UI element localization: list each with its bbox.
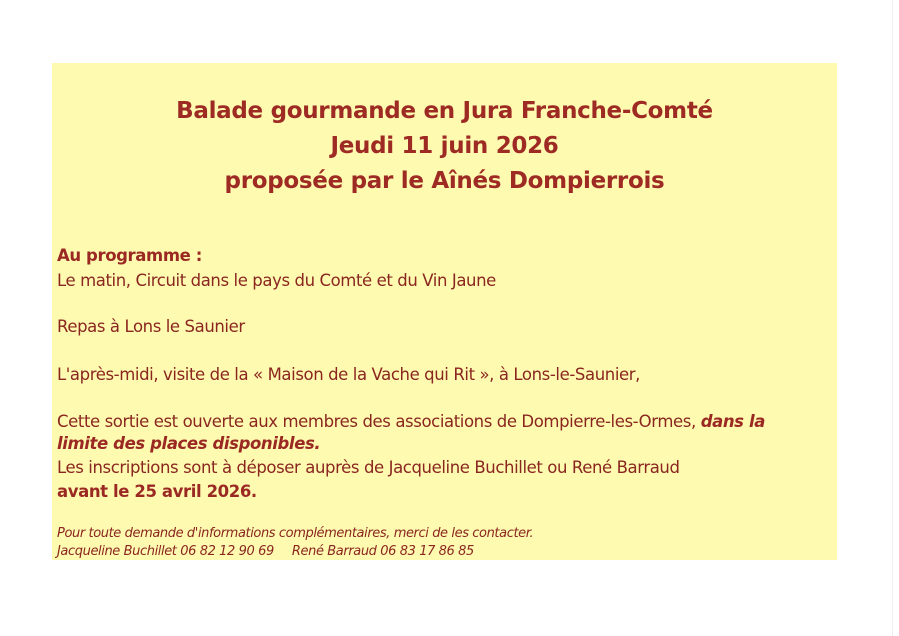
registration-limit-part2: limite des places disponibles. bbox=[57, 434, 321, 453]
page-edge-line bbox=[892, 0, 893, 636]
title-line-2: Jeudi 11 juin 2026 bbox=[330, 133, 559, 159]
contact-rene: René Barraud 06 83 17 86 85 bbox=[291, 544, 474, 559]
registration-deadline: avant le 25 avril 2026. bbox=[57, 482, 257, 501]
registration-limit-part1: dans la bbox=[700, 412, 765, 431]
programme-heading: Au programme : bbox=[57, 246, 202, 265]
programme-lunch: Repas à Lons le Saunier bbox=[57, 317, 245, 336]
title-line-1: Balade gourmande en Jura Franche-Comté bbox=[176, 98, 713, 124]
flyer-panel bbox=[52, 63, 837, 560]
contact-info: Pour toute demande d'informations complémentaires, merci de les contacter. bbox=[57, 526, 534, 541]
title-line-3: proposée par le Aînés Dompierrois bbox=[224, 168, 665, 194]
programme-afternoon: L'après-midi, visite de la « Maison de la Vache qui Rit », à Lons-le-Saunier, bbox=[57, 365, 640, 384]
registration-deposit: Les inscriptions sont à déposer auprès de Jacqueline Buchillet ou René Barraud bbox=[57, 458, 680, 477]
programme-morning: Le matin, Circuit dans le pays du Comté et du Vin Jaune bbox=[57, 271, 496, 290]
contact-jacqueline: Jacqueline Buchillet 06 82 12 90 69 bbox=[57, 544, 274, 559]
registration-open bbox=[57, 414, 765, 431]
contact-line bbox=[57, 545, 474, 558]
registration-open-text: Cette sortie est ouverte aux membres des associations de Dompierre-les-Ormes, bbox=[57, 412, 696, 431]
